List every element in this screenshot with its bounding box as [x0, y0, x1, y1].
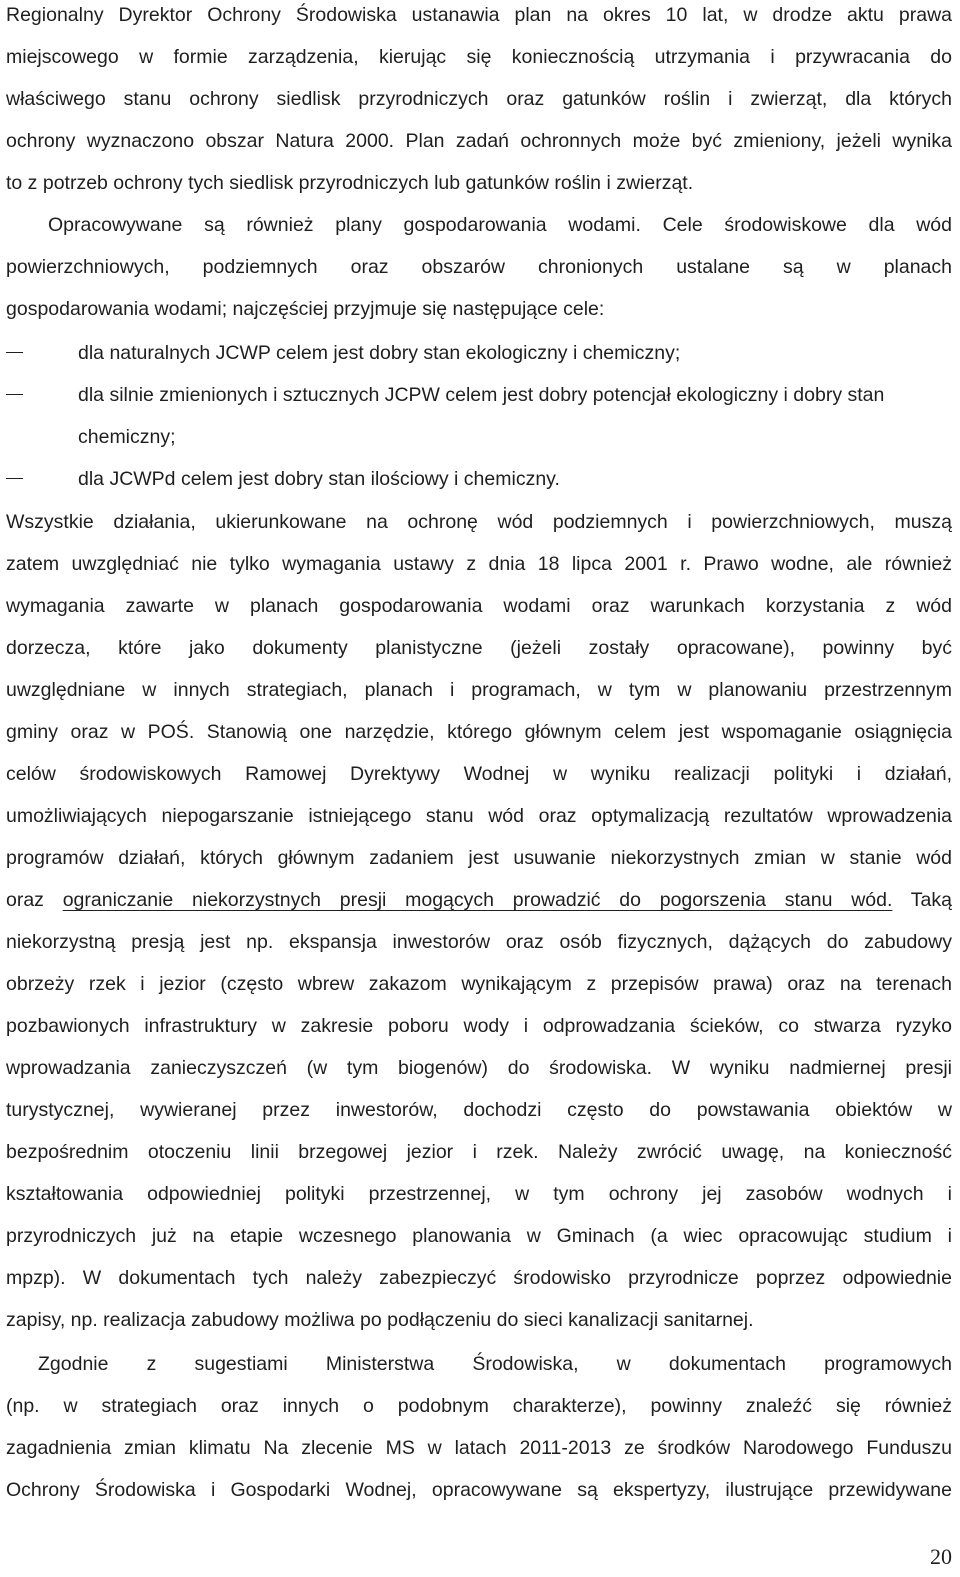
- text-line: umożliwiających niepogarszanie istniejącego stanu wód oraz optymalizacją rezultatów wprowadzenia: [6, 805, 952, 827]
- list-item-text: dla silnie zmienionych i sztucznych JCPW celem jest dobry potencjał ekologiczny i dobry stan: [78, 384, 885, 406]
- text-line: bezpośrednim otoczeniu linii brzegowej jezior i rzek. Należy zwrócić uwagę, na konieczność: [6, 1141, 952, 1163]
- paragraph-climate: [6, 1343, 952, 1511]
- text-line: wymagania zawarte w planach gospodarowania wodami oraz warunkach korzystania z wód: [6, 595, 952, 617]
- text-line: uwzględniane w innych strategiach, planach i programach, w tym w planowaniu przestrzennym: [6, 679, 952, 701]
- text-line: to z potrzeb ochrony tych siedlisk przyrodniczych lub gatunków roślin i zwierząt.: [6, 172, 694, 194]
- text-line: Wszystkie działania, ukierunkowane na ochronę wód podziemnych i powierzchniowych, muszą: [6, 511, 952, 533]
- page-number: 20: [930, 1544, 952, 1569]
- list-item: [6, 332, 952, 374]
- paragraph-water-plans: [6, 204, 952, 330]
- text-line: gminy oraz w POŚ. Stanowią one narzędzie, którego głównym celem jest wspomaganie osiągnięcia: [6, 721, 952, 743]
- text-line: Ochrony Środowiska i Gospodarki Wodnej, opracowywane są ekspertyzy, ilustrujące przewidywane: [6, 1479, 952, 1501]
- text-line-with-underline: [6, 879, 952, 921]
- text-line: powierzchniowych, podziemnych oraz obszarów chronionych ustalane są w planach: [6, 256, 952, 278]
- text-line: przyrodniczych już na etapie wczesnego planowania w Gminach (a wiec opracowując studium i: [6, 1225, 952, 1247]
- list-item-text: dla naturalnych JCWP celem jest dobry stan ekologiczny i chemiczny;: [78, 342, 681, 364]
- text-line: Regionalny Dyrektor Ochrony Środowiska ustanawia plan na okres 10 lat, w drodze aktu prawa: [6, 4, 952, 26]
- dash-bullet: [6, 352, 23, 353]
- text-line: zatem uwzględniać nie tylko wymagania ustawy z dnia 18 lipca 2001 r. Prawo wodne, ale również: [6, 553, 952, 575]
- underlined-phrase: ograniczanie niekorzystnych presji mogących prowadzić do pogorszenia stanu wód.: [62, 889, 893, 911]
- text-line: (np. w strategiach oraz innych o podobnym charakterze), powinny znaleźć się również: [6, 1395, 952, 1417]
- text-line: turystycznej, wywieranej przez inwestorów, dochodzi często do powstawania obiektów w: [6, 1099, 952, 1121]
- dash-bullet: [6, 478, 23, 479]
- text-line: pozbawionych infrastruktury w zakresie poboru wody i odprowadzania ścieków, co stwarza ryzyko: [6, 1015, 952, 1037]
- text-line: miejscowego w formie zarządzenia, kierując się koniecznością utrzymania i przywracania do: [6, 46, 952, 68]
- text-line: mpzp). W dokumentach tych należy zabezpieczyć środowisko przyrodnicze poprzez odpowiednie: [6, 1267, 952, 1289]
- text-line: obrzeży rzek i jezior (często wbrew zakazom wynikającym z przepisów prawa) oraz na terenach: [6, 973, 952, 995]
- paragraph-water-protection: [6, 501, 952, 1341]
- list-item-text: dla JCWPd celem jest dobry stan ilościowy i chemiczny.: [78, 468, 560, 490]
- list-item-text: chemiczny;: [78, 426, 176, 448]
- text-line: dorzecza, które jako dokumenty planistyczne (jeżeli zostały opracowane), powinny być: [6, 637, 952, 659]
- text-line: gospodarowania wodami; najczęściej przyjmuje się następujące cele:: [6, 298, 605, 320]
- text-line: zagadnienia zmian klimatu Na zlecenie MS w latach 2011-2013 ze środków Narodowego Funduszu: [6, 1437, 952, 1459]
- text-line: zapisy, np. realizacja zabudowy możliwa po podłączeniu do sieci kanalizacji sanitarnej.: [6, 1309, 754, 1331]
- dash-bullet: [6, 394, 23, 395]
- text-line: Opracowywane są również plany gospodarowania wodami. Cele środowiskowe dla wód: [48, 214, 952, 236]
- text-line: programów działań, których głównym zadaniem jest usuwanie niekorzystnych zmian w stanie wód: [6, 847, 952, 869]
- list-item: [6, 458, 952, 500]
- text-line: ochrony wyznaczono obszar Natura 2000. Plan zadań ochronnych może być zmieniony, jeżeli wynika: [6, 130, 952, 152]
- list-item: [6, 374, 952, 458]
- text-line: właściwego stanu ochrony siedlisk przyrodniczych oraz gatunków roślin i zwierząt, dla których: [6, 88, 952, 110]
- paragraph-natura-plan: [6, 0, 952, 204]
- text-line: kształtowania odpowiedniej polityki przestrzennej, w tym ochrony jej zasobów wodnych i: [6, 1183, 952, 1205]
- text-line: celów środowiskowych Ramowej Dyrektywy Wodnej w wyniku realizacji polityki i działań,: [6, 763, 952, 785]
- goals-list: [6, 332, 952, 500]
- text-fragment: Taką: [910, 889, 952, 911]
- text-line: wprowadzania zanieczyszczeń (w tym biogenów) do środowiska. W wyniku nadmiernej presji: [6, 1057, 952, 1079]
- text-line: Zgodnie z sugestiami Ministerstwa Środowiska, w dokumentach programowych: [38, 1353, 952, 1375]
- text-line: niekorzystną presją jest np. ekspansja inwestorów oraz osób fizycznych, dążących do zabudowy: [6, 931, 952, 953]
- text-fragment: oraz: [6, 889, 44, 911]
